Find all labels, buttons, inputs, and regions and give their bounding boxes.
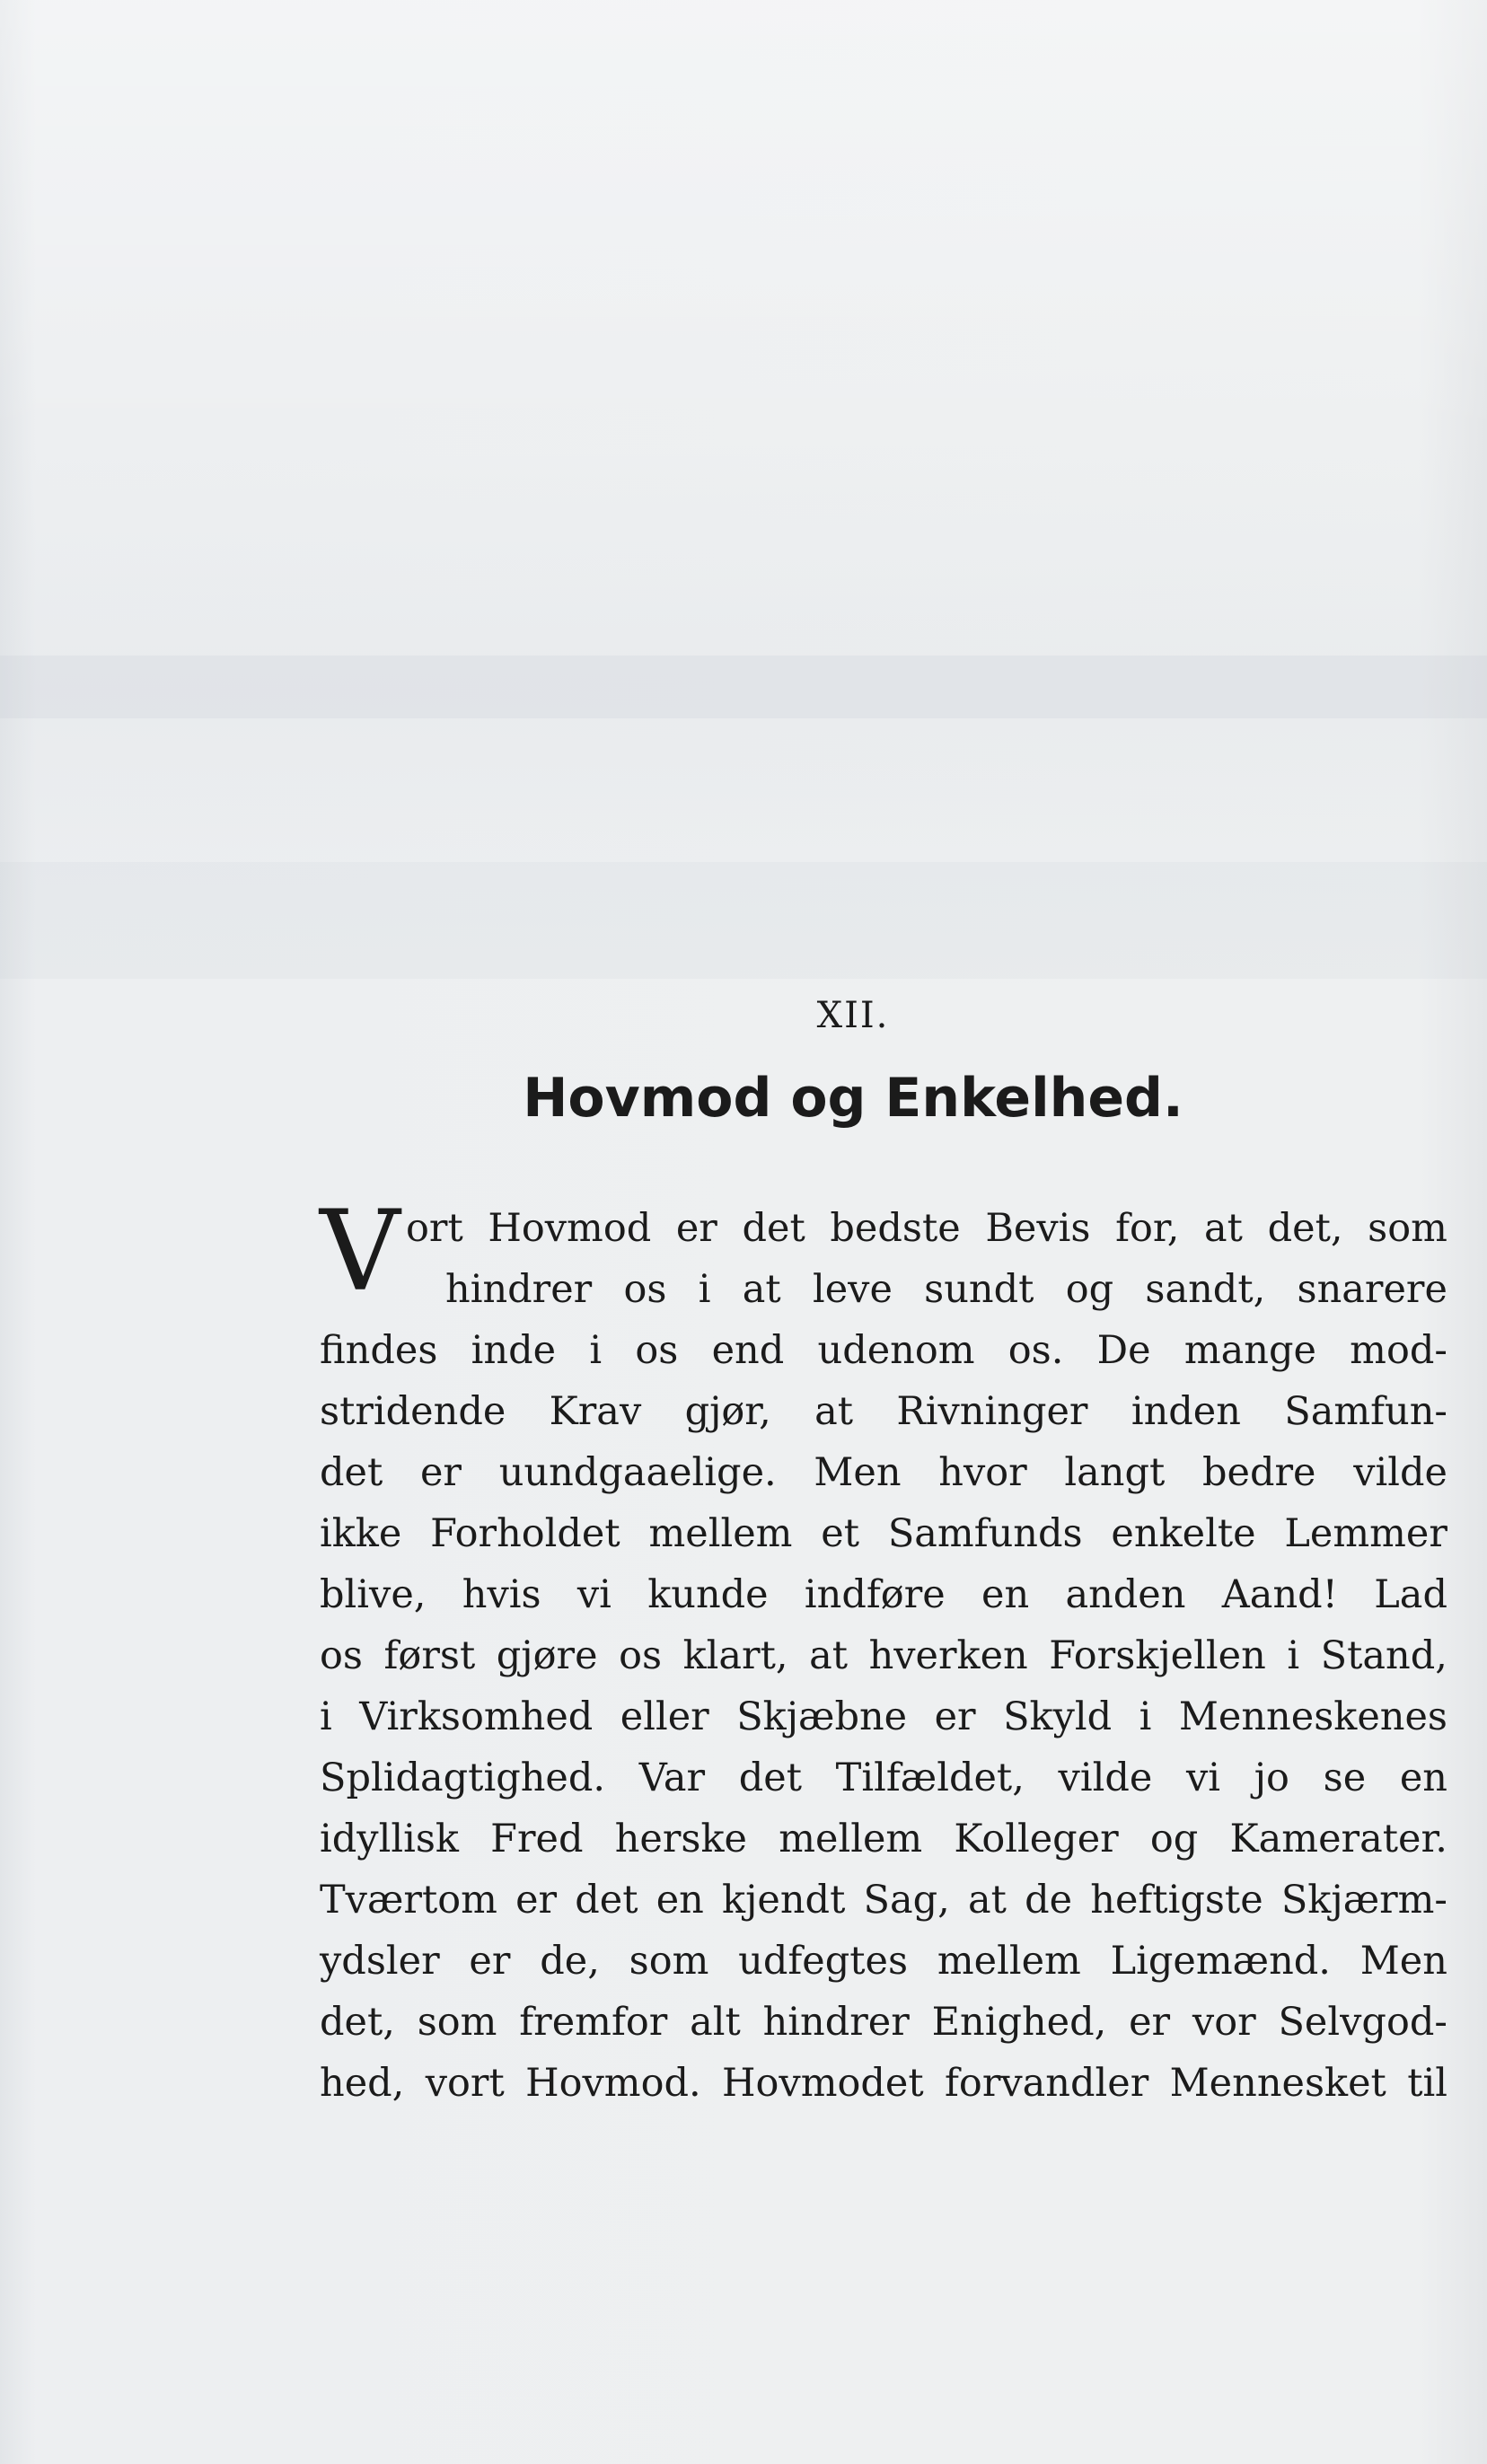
word: mellem [779, 1817, 923, 1861]
word: i [320, 1694, 332, 1739]
word: at [814, 1389, 854, 1434]
word: de, [540, 1939, 600, 1984]
word: Men [1359, 1939, 1447, 1984]
text-line [320, 1381, 1447, 1442]
word: os [635, 1328, 679, 1373]
word: Hovmodet [722, 2061, 924, 2106]
word: Skjæbne [736, 1694, 908, 1739]
text-line [320, 1808, 1447, 1870]
word: idyllisk [320, 1817, 459, 1861]
word: forvandler [945, 2061, 1149, 2106]
word: se [1323, 1756, 1367, 1800]
word: gjøre [496, 1633, 598, 1678]
paragraph [320, 1187, 1447, 2114]
word: det, [1267, 1206, 1343, 1251]
word: bedre [1202, 1450, 1316, 1495]
word: snarere [1297, 1267, 1447, 1312]
text-line [445, 1259, 1447, 1320]
word: os. [1007, 1328, 1064, 1373]
word: som [417, 2000, 497, 2045]
word: hvor [938, 1450, 1027, 1495]
word: inden [1131, 1389, 1241, 1434]
chapter-title: Hovmod og Enkelhed. [523, 1067, 1183, 1130]
word: leve [812, 1267, 893, 1312]
word: indføre [804, 1572, 946, 1617]
word: mange [1183, 1328, 1316, 1373]
word: de [1025, 1878, 1073, 1923]
word: bedste [830, 1206, 961, 1251]
show-through-band [0, 862, 1487, 979]
word: til [1407, 2061, 1447, 2106]
word: det [738, 1756, 802, 1800]
text-line [320, 1870, 1447, 1931]
word: er [1129, 2000, 1171, 2045]
word: Rivninger [896, 1389, 1088, 1434]
show-through-band [0, 656, 1487, 718]
word: det, [320, 2000, 395, 2045]
text-line [320, 1442, 1447, 1503]
word: gjør, [684, 1389, 771, 1434]
word: hed, [320, 2061, 405, 2106]
word: som [1368, 1206, 1447, 1251]
word: er [469, 1939, 511, 1984]
word: findes [320, 1328, 438, 1373]
text-line [320, 1503, 1447, 1564]
word: Samfunds [887, 1511, 1083, 1556]
word: udenom [817, 1328, 975, 1373]
word: Krav [549, 1389, 642, 1434]
word: Tilfældet, [835, 1756, 1025, 1800]
word: os [623, 1267, 667, 1312]
word: i [698, 1267, 711, 1312]
word: Selvgod- [1278, 2000, 1447, 2045]
text-line [320, 1931, 1447, 1992]
word: Enighed, [931, 2000, 1107, 2045]
word: fremfor [519, 2000, 668, 2045]
word: i [1139, 1694, 1152, 1739]
word: og [1065, 1267, 1114, 1312]
word: som [629, 1939, 709, 1984]
word: stridende [320, 1389, 506, 1434]
word: er [515, 1878, 558, 1923]
word: Stand, [1320, 1633, 1447, 1678]
word: sandt, [1145, 1267, 1266, 1312]
word: Ligemænd. [1110, 1939, 1331, 1984]
word: De [1096, 1328, 1151, 1373]
word: og [1149, 1817, 1199, 1861]
word: udfegtes [738, 1939, 909, 1984]
word: alt [690, 2000, 741, 2045]
word: Samfun- [1284, 1389, 1447, 1434]
word: Kolleger [954, 1817, 1119, 1861]
drop-cap: V [320, 1187, 400, 1316]
word: en [981, 1572, 1030, 1617]
word: Splidagtighed. [320, 1756, 606, 1800]
word: Skyld [1003, 1694, 1113, 1739]
word: vi [1186, 1756, 1221, 1800]
word: det [742, 1206, 805, 1251]
text-line [320, 2053, 1447, 2114]
word: inde [471, 1328, 557, 1373]
word: at [1204, 1206, 1243, 1251]
word: Virksomhed [359, 1694, 594, 1739]
word: hindrer [762, 2000, 910, 2045]
word: vilde [1353, 1450, 1447, 1495]
word: at [742, 1267, 781, 1312]
word: Forskjellen [1049, 1633, 1266, 1678]
text-line [320, 1564, 1447, 1625]
word: hvis [462, 1572, 541, 1617]
word: end [711, 1328, 785, 1373]
word: mellem [648, 1511, 793, 1556]
word: os [619, 1633, 663, 1678]
word: herske [614, 1817, 748, 1861]
word: Sag, [863, 1878, 950, 1923]
chapter-number: XII. [816, 995, 890, 1036]
text-line [406, 1198, 1447, 1259]
word: Mennesket [1169, 2061, 1386, 2106]
word: eller [620, 1694, 709, 1739]
text-line [320, 1747, 1447, 1808]
word: os [320, 1633, 363, 1678]
word: ort [406, 1206, 463, 1251]
word: langt [1064, 1450, 1166, 1495]
word: anden [1065, 1572, 1186, 1617]
word: ikke [320, 1511, 402, 1556]
word: heftigste [1090, 1878, 1263, 1923]
word: Forholdet [430, 1511, 620, 1556]
word: Menneskenes [1178, 1694, 1447, 1739]
word: en [656, 1878, 704, 1923]
word: Kamerater. [1229, 1817, 1447, 1861]
word: vor [1192, 2000, 1256, 2045]
word: jo [1254, 1756, 1289, 1800]
word: er [419, 1450, 462, 1495]
word: Aand! [1221, 1572, 1338, 1617]
word: Tværtom [320, 1878, 497, 1923]
word: hindrer [445, 1267, 593, 1312]
word: kunde [647, 1572, 769, 1617]
word: Skjærm- [1280, 1878, 1447, 1923]
word: Hovmod [488, 1206, 652, 1251]
word: i [1287, 1633, 1300, 1678]
word: Bevis [985, 1206, 1091, 1251]
word: enkelte [1111, 1511, 1256, 1556]
word: det [575, 1878, 638, 1923]
word: i [589, 1328, 603, 1373]
word: at [968, 1878, 1007, 1923]
word: vort [425, 2061, 505, 2106]
word: Lad [1374, 1572, 1447, 1617]
word: er [934, 1694, 976, 1739]
word: først [383, 1633, 476, 1678]
word: at [809, 1633, 849, 1678]
word: vi [576, 1572, 612, 1617]
word: er [675, 1206, 717, 1251]
text-line [320, 1992, 1447, 2053]
word: et [821, 1511, 859, 1556]
word: Hovmod. [525, 2061, 701, 2106]
word: uundgaaelige. [498, 1450, 777, 1495]
word: klart, [682, 1633, 788, 1678]
text-line [320, 1320, 1447, 1381]
word: for, [1115, 1206, 1180, 1251]
word: det [320, 1450, 383, 1495]
body-text [320, 1187, 1447, 2114]
word: sundt [924, 1267, 1034, 1312]
word: blive, [320, 1572, 427, 1617]
word: ydsler [320, 1939, 440, 1984]
text-line [320, 1625, 1447, 1686]
word: mellem [937, 1939, 1081, 1984]
word: mod- [1350, 1328, 1447, 1373]
word: Men [814, 1450, 902, 1495]
word: Var [638, 1756, 706, 1800]
word: vilde [1058, 1756, 1153, 1800]
word: kjendt [722, 1878, 846, 1923]
word: Lemmer [1284, 1511, 1447, 1556]
word: hverken [868, 1633, 1028, 1678]
word: en [1399, 1756, 1447, 1800]
text-line [320, 1686, 1447, 1747]
word: Fred [490, 1817, 584, 1861]
